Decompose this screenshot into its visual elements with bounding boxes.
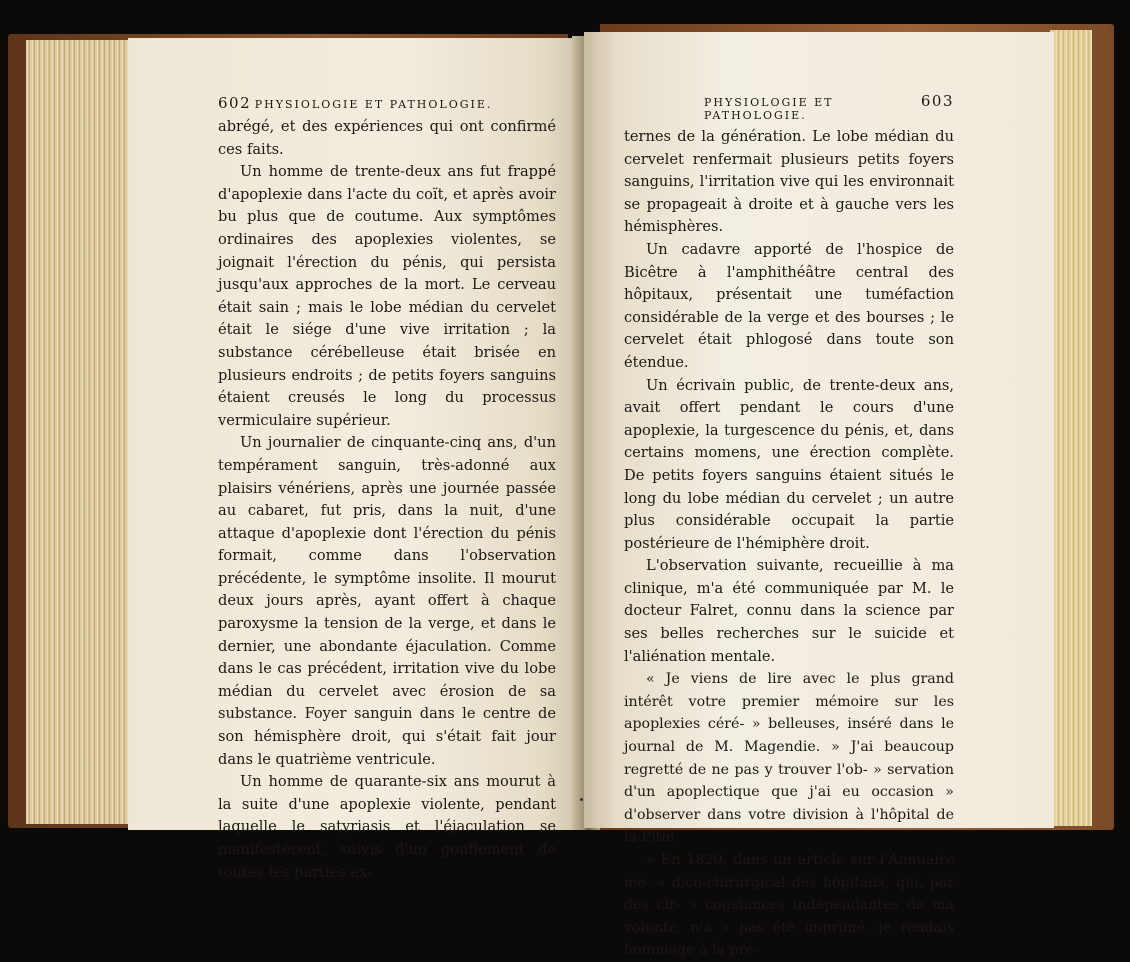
right-page-number: 603 — [920, 92, 954, 110]
left-body-text — [218, 116, 556, 884]
paragraph: Un journalier de cinquante-cinq ans, d'un tempérament sanguin, très-adonné aux plaisirs vénériens, après une journée passée au cabaret, fut pris, dans la nuit, d'une attaque d'apoplexie dont l'érection du pénis formait, comme dans l'observation précédente, le symptôme insolite. Il mourut deux jours après, ayant offert à chaque paroxysme la tension de la verge, et dans le dernier, une abondante éjaculation. Comme dans le cas précédent, irritation vive du lobe médian du cervelet avec érosion de sa substance. Foyer sanguin dans le centre de son hémisphère droit, qui s'était fait jour dans le quatrième ventricule. — [218, 434, 556, 768]
paragraph: Un homme de trente-deux ans fut frappé d'apoplexie dans l'acte du coït, et après avoir bu plus que de coutume. Aux symptômes ordinaires des apoplexies violentes, se joignait l'érection du pénis, qui persista jusqu'aux approches de la mort. Le cerveau était sain ; mais le lobe médian du cervelet était le siége d'une vive irritation ; la substance cérébelleuse était brisée en plusieurs endroits ; de petits foyers sanguins étaient creusés le long du processus vermiculaire supérieur. — [218, 163, 556, 429]
left-running-head — [218, 94, 556, 112]
right-running-title: PHYSIOLOGIE ET PATHOLOGIE. — [704, 96, 834, 122]
paragraph: L'observation suivante, recueillie à ma clinique, m'a été communiquée par M. le docteur Falret, connu dans la science par ses belles recherches sur le suicide et l'aliénation mentale. — [624, 557, 954, 665]
right-running-head — [624, 92, 954, 122]
right-page-edges — [1050, 30, 1092, 826]
paragraph: Un écrivain public, de trente-deux ans, avait offert pendant le cours d'une apoplexie, la turgescence du pénis, et, dans certains momens, une érection complète. De petits foyers sanguins étaient situés le long du lobe médian du cervelet ; un autre plus considérable occupait la partie postérieure de l'hémiphère droit. — [624, 376, 954, 552]
quoted-letter-paragraph: « Je viens de lire avec le plus grand intérêt votre premier mémoire sur les apoplexies céré- » belleuses, inséré dans le journal de M. Magendie. » J'ai beaucoup regretté de ne pas y trouver l'ob- » servation d'un apoplectique que j'ai eu occasion » d'observer dans votre division à l'hôpital de la Pitié. — [624, 671, 954, 846]
left-running-title: PHYSIOLOGIE ET PATHOLOGIE. — [254, 98, 493, 111]
gutter-mark — [580, 798, 583, 801]
paragraph: Un homme de quarante-six ans mourut à la suite d'une apoplexie violente, pendant laquelle le satyriasis et l'éjaculation se manifestèrent, suivis d'un gonflement de toutes les parties ex- — [218, 773, 556, 881]
right-body-text — [624, 126, 954, 962]
paragraph: abrégé, et des expériences qui ont confirmé ces faits. — [218, 118, 556, 158]
quoted-letter-paragraph: » En 1820, dans un article sur l'Annuaire mé- » dico-chirurgical des hôpitaux, qui, par des cir- » constances indépendantes de ma volonté, n'a » pas été imprimé, je rendais hommage à la pré- — [624, 852, 954, 959]
right-page — [584, 32, 1054, 959]
left-page-number: 602 — [218, 94, 252, 112]
left-page-edges — [26, 40, 134, 824]
left-page — [128, 38, 580, 881]
paragraph: ternes de la génération. Le lobe médian du cervelet renfermait plusieurs petits foyers sanguins, l'irritation vive qui les environnait se propageait à droite et à gauche vers les hémisphères. — [624, 128, 954, 236]
paragraph: Un cadavre apporté de l'hospice de Bicêtre à l'amphithéâtre central des hôpitaux, présentait une tuméfaction considérable de la verge et des bourses ; le cervelet était phlogosé dans toute son étendue. — [624, 240, 954, 371]
